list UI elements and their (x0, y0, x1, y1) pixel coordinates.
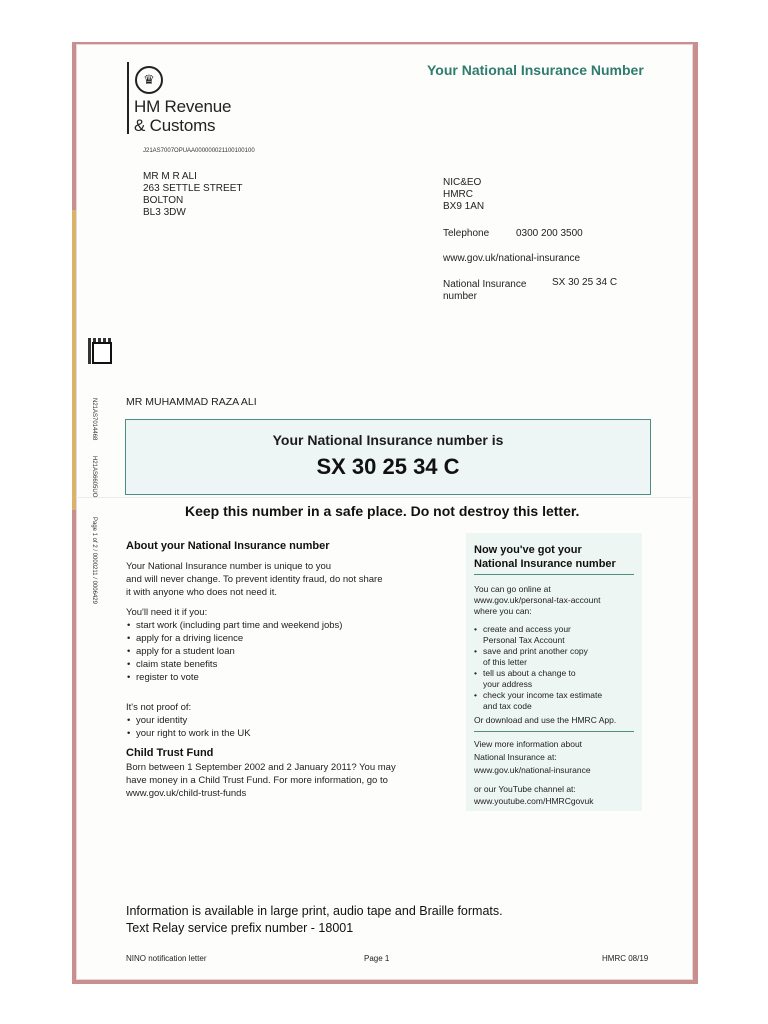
text-relay-notice: Text Relay service prefix number - 18001 (126, 921, 354, 935)
addressee-name: MR MUHAMMAD RAZA ALI (126, 396, 257, 408)
ni-number-header: SX 30 25 34 C (552, 277, 618, 288)
list-item-text: of this letter (483, 657, 527, 667)
need-list (126, 619, 342, 684)
margin-code: N21AS7014468 (91, 398, 97, 441)
ni-box-number: SX 30 25 34 C (316, 454, 460, 479)
footer-page: Page 1 (364, 954, 390, 963)
footer-right: HMRC 08/19 (602, 954, 649, 963)
not-proof-heading: It's not proof of: (126, 702, 192, 713)
sidebar-info-link: www.gov.uk/national-insurance (474, 765, 591, 775)
list-item-text: tell us about a change to (483, 668, 576, 678)
sidebar-online-line: where you can: (474, 606, 532, 616)
logo-line-2: & Customs (134, 116, 216, 135)
formats-notice: Information is available in large print, audio tape and Braille formats. (126, 904, 503, 918)
child-trust-line: have money in a Child Trust Fund. For more information, go to (126, 775, 388, 786)
recipient-address-line: MR M R ALI (143, 171, 197, 182)
website-link: www.gov.uk/national-insurance (443, 253, 581, 264)
recipient-address-line: 263 SETTLE STREET (143, 183, 243, 194)
document-title: Your National Insurance Number (427, 62, 644, 78)
list-item (483, 668, 602, 690)
list-item: • your identity (136, 714, 251, 727)
sidebar-online-line: You can go online at (474, 584, 551, 594)
ni-label: number (443, 291, 477, 302)
list-item-text: create and access your (483, 624, 571, 634)
sidebar-info-line: National Insurance at: (474, 752, 557, 762)
ni-label: National Insurance (443, 279, 527, 290)
telephone-number: 0300 200 3500 (516, 228, 583, 239)
sidebar-app-line: Or download and use the HMRC App. (474, 715, 617, 725)
need-heading: You'll need it if you: (126, 607, 208, 618)
sidebar-panel (466, 533, 642, 811)
margin-code: H21AS6605UO (91, 456, 97, 498)
sidebar-divider (474, 731, 634, 732)
about-intro-line: it with anyone who does not need it. (126, 587, 278, 598)
footer-left: NINO notification letter (126, 954, 207, 963)
qr-code-center (92, 342, 112, 364)
ni-box-heading: Your National Insurance number is (272, 432, 504, 448)
sidebar-online-link: www.gov.uk/personal-tax-account (474, 595, 601, 605)
list-item (483, 624, 602, 646)
sidebar-youtube-link: www.youtube.com/HMRCgovuk (474, 796, 594, 806)
list-item: • apply for a driving licence (136, 632, 342, 645)
about-intro-line: Your National Insurance number is unique to you (126, 561, 332, 572)
list-item: • start work (including part time and weekend jobs) (136, 619, 342, 632)
sidebar-divider (474, 574, 634, 575)
crown-icon: ♛ (135, 66, 163, 94)
sender-address-line: NIC&EO (443, 177, 482, 188)
sidebar-heading-line: National Insurance number (474, 558, 616, 570)
child-trust-heading: Child Trust Fund (126, 747, 214, 759)
not-proof-list (126, 714, 251, 740)
list-item (483, 690, 602, 712)
list-item: • apply for a student loan (136, 645, 342, 658)
reference-code: J21AS7007OPUAA000000021100100100 (143, 148, 255, 154)
sidebar-info-line: View more information about (474, 739, 583, 749)
child-trust-link: www.gov.uk/child-trust-funds (126, 788, 247, 799)
list-item-text: check your income tax estimate (483, 690, 603, 700)
fold-line (76, 497, 693, 498)
child-trust-line: Born between 1 September 2002 and 2 January 2011? You may (126, 762, 396, 773)
list-item-text: save and print another copy (483, 646, 588, 656)
recipient-address-line: BL3 3DW (143, 207, 186, 218)
ni-number-box (125, 419, 651, 495)
about-heading: About your National Insurance number (126, 540, 330, 552)
sidebar-heading-line: Now you've got your (474, 544, 582, 556)
list-item-text: your address (483, 679, 533, 689)
list-item-text: Personal Tax Account (483, 635, 565, 645)
list-item-text: and tax code (483, 701, 532, 711)
sender-address-line: HMRC (443, 189, 473, 200)
logo-line-1: HM Revenue (134, 97, 232, 116)
sidebar-heading (474, 543, 616, 571)
list-item (483, 646, 602, 668)
sender-address-line: BX9 1AN (443, 201, 485, 212)
telephone-label: Telephone (443, 228, 490, 239)
about-intro-line: and will never change. To prevent identity fraud, do not share (126, 574, 383, 585)
safekeeping-warning: Keep this number in a safe place. Do not destroy this letter. (185, 503, 580, 519)
margin-code: Page 1 of 2 / 0000211 / 0006429 (91, 517, 97, 604)
list-item: • claim state benefits (136, 658, 342, 671)
sidebar-list (466, 624, 602, 712)
list-item: • your right to work in the UK (136, 727, 251, 740)
list-item: • register to vote (136, 671, 342, 684)
sidebar-youtube-line: or our YouTube channel at: (474, 784, 576, 794)
paper-tab-mark (72, 210, 76, 510)
logo-rule (127, 62, 129, 134)
recipient-address-line: BOLTON (143, 195, 184, 206)
